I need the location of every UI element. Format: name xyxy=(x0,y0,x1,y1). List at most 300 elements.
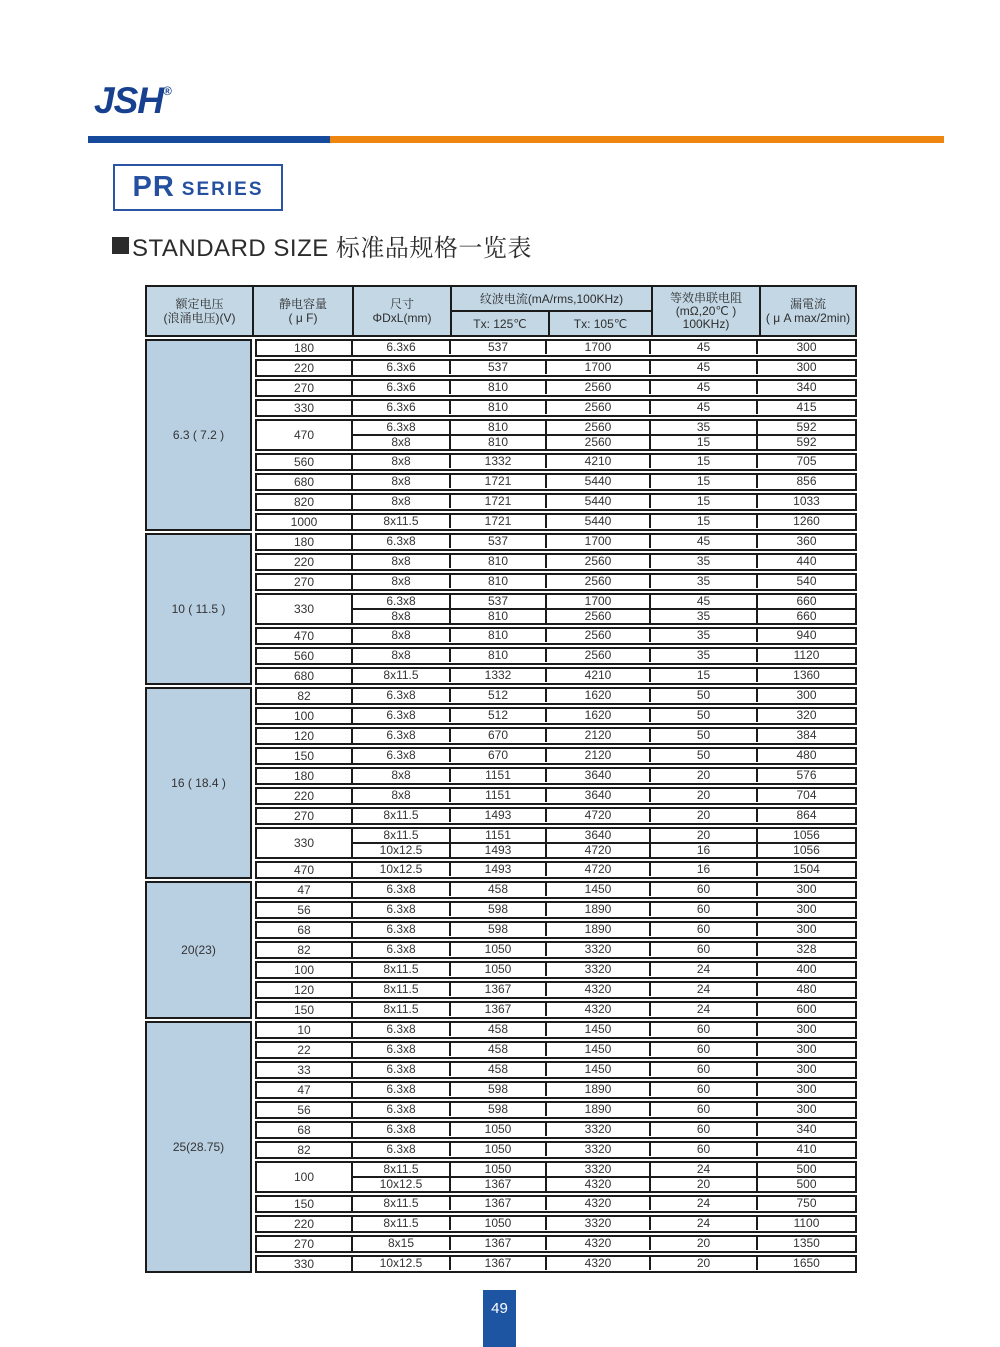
capacitance-cell: 270 xyxy=(257,575,353,589)
esr-cell: 35 xyxy=(649,555,756,568)
block-rows xyxy=(353,455,855,469)
esr-cell: 60 xyxy=(649,1143,756,1156)
leakage-cell: 300 xyxy=(756,1083,855,1096)
block-rows xyxy=(353,1163,855,1191)
spec-row xyxy=(353,842,855,857)
capacitance-cell: 150 xyxy=(257,1197,353,1211)
capacitance-block xyxy=(255,687,857,705)
spec-row xyxy=(353,1123,855,1136)
capacitance-cell: 47 xyxy=(257,883,353,897)
ripple-105-cell: 1700 xyxy=(545,595,649,608)
capacitance-cell: 330 xyxy=(257,595,353,623)
capacitance-block xyxy=(255,1161,857,1193)
spec-row xyxy=(353,669,855,682)
capacitance-cell: 56 xyxy=(257,903,353,917)
block-rows xyxy=(353,595,855,623)
ripple-105-cell: 1890 xyxy=(545,1083,649,1096)
ripple-125-cell: 810 xyxy=(449,575,545,588)
ripple-105-cell: 4320 xyxy=(545,1257,649,1270)
square-bullet-icon xyxy=(112,237,129,254)
block-rows xyxy=(353,963,855,977)
size-cell: 8x11.5 xyxy=(383,982,419,996)
leakage-cell: 320 xyxy=(756,709,855,722)
capacitance-cell: 470 xyxy=(257,629,353,643)
esr-cell: 35 xyxy=(649,421,756,434)
spec-row xyxy=(353,883,855,896)
spec-row xyxy=(353,608,855,623)
esr-cell: 45 xyxy=(649,361,756,374)
esr-cell: 60 xyxy=(649,1023,756,1036)
leakage-cell: 1056 xyxy=(756,829,855,842)
esr-cell: 20 xyxy=(649,769,756,782)
ripple-105-cell: 3320 xyxy=(545,1143,649,1156)
ripple-125-cell: 458 xyxy=(449,883,545,896)
ripple-125-cell: 810 xyxy=(449,401,545,414)
leakage-cell: 300 xyxy=(756,341,855,354)
esr-cell: 60 xyxy=(649,1063,756,1076)
capacitance-cell: 56 xyxy=(257,1103,353,1117)
leakage-cell: 500 xyxy=(756,1163,855,1176)
section-title xyxy=(112,228,532,263)
leakage-cell: 480 xyxy=(756,749,855,762)
ripple-105-cell: 3640 xyxy=(545,829,649,842)
ripple-125-cell: 1050 xyxy=(449,943,545,956)
block-rows xyxy=(353,1043,855,1057)
leakage-cell: 704 xyxy=(756,789,855,802)
capacitance-cell: 220 xyxy=(257,789,353,803)
table-header xyxy=(145,285,857,337)
rule-blue-segment xyxy=(88,136,330,143)
capacitance-cell: 220 xyxy=(257,555,353,569)
size-cell: 8x8 xyxy=(391,609,411,623)
spec-row xyxy=(353,749,855,762)
capacitance-block xyxy=(255,513,857,531)
capacitance-cell: 180 xyxy=(257,535,353,549)
capacitance-cell: 220 xyxy=(257,1217,353,1231)
ripple-105-cell: 1620 xyxy=(545,709,649,722)
esr-cell: 60 xyxy=(649,1083,756,1096)
ripple-125-cell: 810 xyxy=(449,555,545,568)
capacitance-cell: 22 xyxy=(257,1043,353,1057)
capacitance-block xyxy=(255,1141,857,1159)
ripple-105-cell: 5440 xyxy=(545,495,649,508)
group-rows xyxy=(255,533,857,685)
voltage-group xyxy=(145,1021,857,1273)
spec-row xyxy=(353,341,855,354)
leakage-cell: 1260 xyxy=(756,515,855,528)
size-cell: 6.3x8 xyxy=(386,882,416,896)
spec-row xyxy=(353,421,855,434)
capacitance-block xyxy=(255,881,857,899)
size-cell: 8x11.5 xyxy=(383,1216,419,1230)
page-number: 49 xyxy=(483,1290,516,1347)
esr-cell: 24 xyxy=(649,963,756,976)
block-rows xyxy=(353,495,855,509)
spec-row xyxy=(353,495,855,508)
esr-cell: 50 xyxy=(649,729,756,742)
series-badge xyxy=(113,164,283,211)
size-cell: 6.3x8 xyxy=(386,1082,416,1096)
block-rows xyxy=(353,1003,855,1017)
leakage-cell: 1100 xyxy=(756,1217,855,1230)
spec-row xyxy=(353,515,855,528)
spec-row xyxy=(353,575,855,588)
ripple-125-cell: 1050 xyxy=(449,1217,545,1230)
size-cell: 8x11.5 xyxy=(383,1002,419,1016)
block-rows xyxy=(353,1217,855,1231)
block-rows xyxy=(353,883,855,897)
rule-orange-segment xyxy=(330,136,944,143)
leakage-cell: 300 xyxy=(756,1063,855,1076)
capacitance-block xyxy=(255,1121,857,1139)
header-ripple-label: 纹波电流(mA/rms,100KHz) xyxy=(452,287,651,312)
capacitance-block xyxy=(255,827,857,859)
esr-cell: 35 xyxy=(649,575,756,588)
ripple-105-cell: 3640 xyxy=(545,769,649,782)
spec-row xyxy=(353,381,855,394)
ripple-125-cell: 598 xyxy=(449,1103,545,1116)
capacitance-cell: 560 xyxy=(257,649,353,663)
leakage-cell: 400 xyxy=(756,963,855,976)
size-cell: 8x11.5 xyxy=(383,828,419,842)
capacitance-block xyxy=(255,861,857,879)
spec-row xyxy=(353,943,855,956)
leakage-cell: 600 xyxy=(756,1003,855,1016)
size-cell: 8x11.5 xyxy=(383,1162,419,1176)
standard-size-table xyxy=(145,285,857,1273)
capacitance-cell: 33 xyxy=(257,1063,353,1077)
spec-row xyxy=(353,1103,855,1116)
capacitance-block xyxy=(255,627,857,645)
leakage-cell: 360 xyxy=(756,535,855,548)
spec-row xyxy=(353,1023,855,1036)
series-suffix: SERIES xyxy=(181,179,264,200)
spec-row xyxy=(353,789,855,802)
ripple-125-cell: 1493 xyxy=(449,844,545,857)
spec-row xyxy=(353,1197,855,1210)
capacitance-block xyxy=(255,1235,857,1253)
ripple-105-cell: 3320 xyxy=(545,1163,649,1176)
ripple-105-cell: 2560 xyxy=(545,575,649,588)
ripple-125-cell: 1050 xyxy=(449,1163,545,1176)
ripple-105-cell: 4720 xyxy=(545,844,649,857)
brand-rule xyxy=(88,136,944,143)
size-cell: 6.3x8 xyxy=(386,688,416,702)
size-cell: 6.3x8 xyxy=(386,1122,416,1136)
capacitance-cell: 270 xyxy=(257,1237,353,1251)
spec-row xyxy=(353,903,855,916)
series-name: PR xyxy=(132,171,175,203)
capacitance-cell: 150 xyxy=(257,749,353,763)
block-rows xyxy=(353,575,855,589)
ripple-105-cell: 2560 xyxy=(545,381,649,394)
block-rows xyxy=(353,923,855,937)
leakage-cell: 856 xyxy=(756,475,855,488)
registered-mark: ® xyxy=(162,84,172,98)
esr-cell: 60 xyxy=(649,903,756,916)
ripple-105-cell: 4320 xyxy=(545,1003,649,1016)
leakage-cell: 1120 xyxy=(756,649,855,662)
size-cell: 8x11.5 xyxy=(383,668,419,682)
size-cell: 6.3x8 xyxy=(386,1042,416,1056)
capacitance-cell: 10 xyxy=(257,1023,353,1037)
leakage-cell: 1504 xyxy=(756,863,855,876)
block-rows xyxy=(353,669,855,683)
size-cell: 8x8 xyxy=(391,494,411,508)
capacitance-cell: 680 xyxy=(257,475,353,489)
size-cell: 8x11.5 xyxy=(383,1196,419,1210)
header-leakage-current: 漏電流 ( μ A max/2min) xyxy=(759,287,855,335)
ripple-125-cell: 670 xyxy=(449,729,545,742)
capacitance-block xyxy=(255,921,857,939)
esr-cell: 15 xyxy=(649,515,756,528)
capacitance-block xyxy=(255,339,857,357)
esr-cell: 60 xyxy=(649,943,756,956)
capacitance-block xyxy=(255,419,857,451)
spec-row xyxy=(353,455,855,468)
leakage-cell: 750 xyxy=(756,1197,855,1210)
leakage-cell: 592 xyxy=(756,421,855,434)
block-rows xyxy=(353,1143,855,1157)
spec-row xyxy=(353,729,855,742)
capacitance-block xyxy=(255,941,857,959)
ripple-105-cell: 4320 xyxy=(545,1197,649,1210)
ripple-125-cell: 598 xyxy=(449,903,545,916)
capacitance-cell: 680 xyxy=(257,669,353,683)
capacitance-block xyxy=(255,767,857,785)
capacitance-cell: 330 xyxy=(257,829,353,857)
block-rows xyxy=(353,789,855,803)
capacitance-cell: 270 xyxy=(257,381,353,395)
ripple-105-cell: 2120 xyxy=(545,749,649,762)
ripple-125-cell: 512 xyxy=(449,689,545,702)
header-ripple-105: Tx: 105℃ xyxy=(548,312,651,335)
voltage-group xyxy=(145,881,857,1019)
capacitance-cell: 220 xyxy=(257,361,353,375)
leakage-cell: 415 xyxy=(756,401,855,414)
ripple-105-cell: 3320 xyxy=(545,1217,649,1230)
ripple-125-cell: 670 xyxy=(449,749,545,762)
esr-cell: 20 xyxy=(649,1178,756,1191)
esr-cell: 24 xyxy=(649,1197,756,1210)
capacitance-block xyxy=(255,1255,857,1273)
ripple-105-cell: 4320 xyxy=(545,1237,649,1250)
table-body xyxy=(145,339,857,1273)
esr-cell: 15 xyxy=(649,475,756,488)
capacitance-cell: 330 xyxy=(257,1257,353,1271)
size-cell: 6.3x8 xyxy=(386,534,416,548)
ripple-125-cell: 1493 xyxy=(449,863,545,876)
esr-cell: 45 xyxy=(649,381,756,394)
ripple-125-cell: 810 xyxy=(449,421,545,434)
esr-cell: 20 xyxy=(649,809,756,822)
leakage-cell: 300 xyxy=(756,1043,855,1056)
size-cell: 10x12.5 xyxy=(379,1256,423,1270)
ripple-125-cell: 1367 xyxy=(449,1237,545,1250)
voltage-cell: 20(23) xyxy=(145,881,252,1019)
spec-row xyxy=(353,1043,855,1056)
ripple-105-cell: 1450 xyxy=(545,1023,649,1036)
size-cell: 6.3x8 xyxy=(386,728,416,742)
capacitance-cell: 180 xyxy=(257,341,353,355)
ripple-105-cell: 2560 xyxy=(545,421,649,434)
ripple-125-cell: 810 xyxy=(449,436,545,449)
leakage-cell: 660 xyxy=(756,610,855,623)
spec-row xyxy=(353,1003,855,1016)
spec-row xyxy=(353,555,855,568)
capacitance-cell: 100 xyxy=(257,709,353,723)
capacitance-cell: 47 xyxy=(257,1083,353,1097)
esr-cell: 45 xyxy=(649,595,756,608)
block-rows xyxy=(353,1257,855,1271)
leakage-cell: 480 xyxy=(756,983,855,996)
block-rows xyxy=(353,1123,855,1137)
spec-row xyxy=(353,769,855,782)
ripple-105-cell: 2560 xyxy=(545,555,649,568)
ripple-105-cell: 1620 xyxy=(545,689,649,702)
ripple-105-cell: 1450 xyxy=(545,883,649,896)
esr-cell: 24 xyxy=(649,1163,756,1176)
ripple-125-cell: 1721 xyxy=(449,515,545,528)
voltage-cell: 16 ( 18.4 ) xyxy=(145,687,252,879)
leakage-cell: 940 xyxy=(756,629,855,642)
ripple-125-cell: 598 xyxy=(449,923,545,936)
block-rows xyxy=(353,1197,855,1211)
capacitance-block xyxy=(255,1061,857,1079)
capacitance-cell: 820 xyxy=(257,495,353,509)
voltage-group xyxy=(145,687,857,879)
capacitance-block xyxy=(255,961,857,979)
spec-row xyxy=(353,1217,855,1230)
size-cell: 6.3x8 xyxy=(386,922,416,936)
leakage-cell: 328 xyxy=(756,943,855,956)
capacitance-cell: 1000 xyxy=(257,515,353,529)
ripple-125-cell: 1151 xyxy=(449,829,545,842)
leakage-cell: 1360 xyxy=(756,669,855,682)
voltage-cell: 25(28.75) xyxy=(145,1021,252,1273)
ripple-125-cell: 1367 xyxy=(449,1257,545,1270)
leakage-cell: 300 xyxy=(756,689,855,702)
ripple-125-cell: 458 xyxy=(449,1023,545,1036)
size-cell: 6.3x8 xyxy=(386,708,416,722)
capacitance-block xyxy=(255,1021,857,1039)
capacitance-block xyxy=(255,473,857,491)
block-rows xyxy=(353,689,855,703)
ripple-105-cell: 1890 xyxy=(545,1103,649,1116)
size-cell: 6.3x6 xyxy=(386,340,416,354)
ripple-105-cell: 1700 xyxy=(545,341,649,354)
spec-row xyxy=(353,1083,855,1096)
ripple-125-cell: 458 xyxy=(449,1063,545,1076)
ripple-105-cell: 1450 xyxy=(545,1043,649,1056)
esr-cell: 24 xyxy=(649,1217,756,1230)
header-capacitance: 静电容量 ( μ F) xyxy=(252,287,352,335)
size-cell: 6.3x8 xyxy=(386,1102,416,1116)
ripple-125-cell: 810 xyxy=(449,629,545,642)
ripple-125-cell: 1721 xyxy=(449,475,545,488)
size-cell: 10x12.5 xyxy=(379,1177,423,1191)
capacitance-block xyxy=(255,1215,857,1233)
block-rows xyxy=(353,555,855,569)
block-rows xyxy=(353,381,855,395)
header-size: 尺寸 ΦDxL(mm) xyxy=(352,287,450,335)
capacitance-block xyxy=(255,1195,857,1213)
block-rows xyxy=(353,983,855,997)
block-rows xyxy=(353,1023,855,1037)
size-cell: 8x8 xyxy=(391,435,411,449)
leakage-cell: 410 xyxy=(756,1143,855,1156)
esr-cell: 50 xyxy=(649,709,756,722)
capacitance-block xyxy=(255,399,857,417)
ripple-105-cell: 2560 xyxy=(545,436,649,449)
ripple-105-cell: 2560 xyxy=(545,649,649,662)
leakage-cell: 300 xyxy=(756,903,855,916)
esr-cell: 60 xyxy=(649,923,756,936)
size-cell: 6.3x6 xyxy=(386,380,416,394)
block-rows xyxy=(353,729,855,743)
size-cell: 8x8 xyxy=(391,788,411,802)
leakage-cell: 1350 xyxy=(756,1237,855,1250)
ripple-125-cell: 1151 xyxy=(449,769,545,782)
block-rows xyxy=(353,829,855,857)
capacitance-block xyxy=(255,901,857,919)
esr-cell: 24 xyxy=(649,983,756,996)
esr-cell: 20 xyxy=(649,789,756,802)
leakage-cell: 540 xyxy=(756,575,855,588)
ripple-125-cell: 1332 xyxy=(449,455,545,468)
capacitance-cell: 82 xyxy=(257,689,353,703)
esr-cell: 35 xyxy=(649,629,756,642)
leakage-cell: 1056 xyxy=(756,844,855,857)
ripple-125-cell: 537 xyxy=(449,535,545,548)
ripple-125-cell: 512 xyxy=(449,709,545,722)
size-cell: 8x8 xyxy=(391,648,411,662)
size-cell: 8x8 xyxy=(391,628,411,642)
block-rows xyxy=(353,1237,855,1251)
capacitance-block xyxy=(255,747,857,765)
capacitance-block xyxy=(255,1001,857,1019)
size-cell: 6.3x8 xyxy=(386,902,416,916)
capacitance-cell: 68 xyxy=(257,1123,353,1137)
ripple-125-cell: 1151 xyxy=(449,789,545,802)
ripple-125-cell: 598 xyxy=(449,1083,545,1096)
esr-cell: 60 xyxy=(649,1043,756,1056)
esr-cell: 50 xyxy=(649,689,756,702)
ripple-125-cell: 458 xyxy=(449,1043,545,1056)
capacitance-cell: 270 xyxy=(257,809,353,823)
ripple-125-cell: 537 xyxy=(449,595,545,608)
spec-row xyxy=(353,475,855,488)
size-cell: 10x12.5 xyxy=(379,843,423,857)
group-rows xyxy=(255,1021,857,1273)
size-cell: 10x12.5 xyxy=(379,862,423,876)
esr-cell: 15 xyxy=(649,455,756,468)
block-rows xyxy=(353,401,855,415)
esr-cell: 15 xyxy=(649,436,756,449)
block-rows xyxy=(353,1083,855,1097)
block-rows xyxy=(353,1063,855,1077)
ripple-125-cell: 1050 xyxy=(449,963,545,976)
ripple-105-cell: 1700 xyxy=(545,535,649,548)
capacitance-block xyxy=(255,787,857,805)
esr-cell: 20 xyxy=(649,1237,756,1250)
leakage-cell: 576 xyxy=(756,769,855,782)
size-cell: 6.3x8 xyxy=(386,420,416,434)
size-cell: 8x8 xyxy=(391,768,411,782)
ripple-105-cell: 4210 xyxy=(545,669,649,682)
leakage-cell: 1650 xyxy=(756,1257,855,1270)
ripple-125-cell: 1367 xyxy=(449,1003,545,1016)
